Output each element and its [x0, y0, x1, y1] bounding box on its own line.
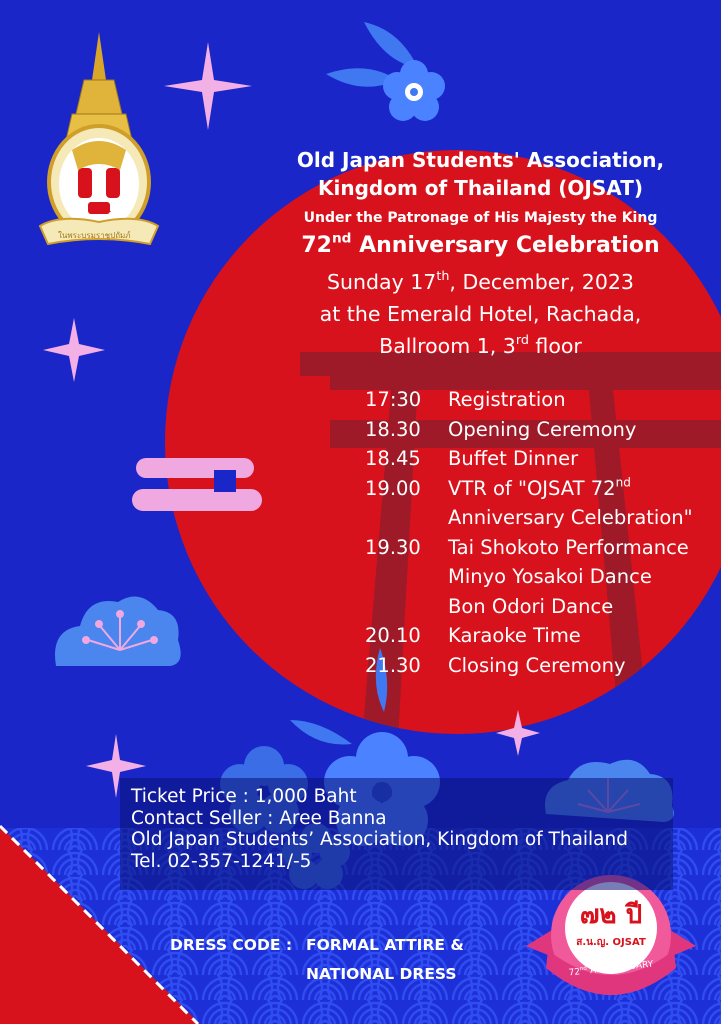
- schedule-event: Karaoke Time: [448, 624, 581, 647]
- crest-label: ในพระบรมราชูปถัมภ์: [58, 231, 131, 240]
- schedule-event: Minyo Yosakoi Dance: [448, 565, 652, 588]
- schedule-event: Buffet Dinner: [448, 447, 579, 470]
- anniversary-title: 72nd Anniversary Celebration: [301, 230, 660, 258]
- schedule-time: 19.00: [365, 476, 421, 500]
- schedule-event: Registration: [448, 388, 566, 411]
- org-line-1: Old Japan Students' Association,: [296, 148, 665, 172]
- schedule-event: Anniversary Celebration": [448, 506, 693, 529]
- org-line-2: Kingdom of Thailand (OJSAT): [318, 176, 643, 200]
- dress-code-label: DRESS CODE :: [170, 936, 293, 954]
- schedule-time: 21.30: [365, 653, 421, 677]
- schedule-event: VTR of "OJSAT 72nd: [448, 475, 631, 500]
- event-venue: at the Emerald Hotel, Rachada,: [319, 302, 642, 326]
- contact-seller: Contact Seller : Aree Banna: [131, 807, 387, 829]
- patronage-line: Under the Patronage of His Majesty the King: [303, 210, 658, 226]
- crest-badge: ส.น.ญ.: [90, 206, 112, 214]
- dress-code-line-2: NATIONAL DRESS: [306, 965, 457, 983]
- ticket-price: Ticket Price : 1,000 Baht: [131, 786, 357, 807]
- event-room: Ballroom 1, 3rd floor: [379, 332, 582, 358]
- schedule-time: 18.30: [365, 417, 421, 441]
- dress-code-line-1: FORMAL ATTIRE &: [306, 936, 464, 954]
- schedule-event: Closing Ceremony: [448, 653, 626, 677]
- schedule-event: Opening Ceremony: [448, 417, 637, 441]
- seal-thai-years: ๗๒ ปี: [579, 900, 643, 930]
- event-date: Sunday 17th, December, 2023: [327, 268, 634, 294]
- schedule-time: 19.30: [365, 535, 421, 559]
- ticket-org: Old Japan Students’ Association, Kingdom of Thailand: [131, 829, 628, 850]
- contact-phone: Tel. 02-357-1241/-5: [131, 850, 312, 872]
- schedule-time: 17:30: [365, 388, 422, 411]
- schedule-event: Tai Shokoto Performance: [448, 535, 689, 559]
- seal-org: ส.น.ญ. OJSAT: [576, 937, 646, 948]
- seal-anniversary: 72nd ANNIVERSARY: [568, 959, 654, 979]
- schedule-time: 20.10: [365, 624, 421, 647]
- ticket-info: [131, 786, 628, 872]
- schedule-event: Bon Odori Dance: [448, 594, 614, 618]
- schedule-time: 18.45: [365, 447, 421, 470]
